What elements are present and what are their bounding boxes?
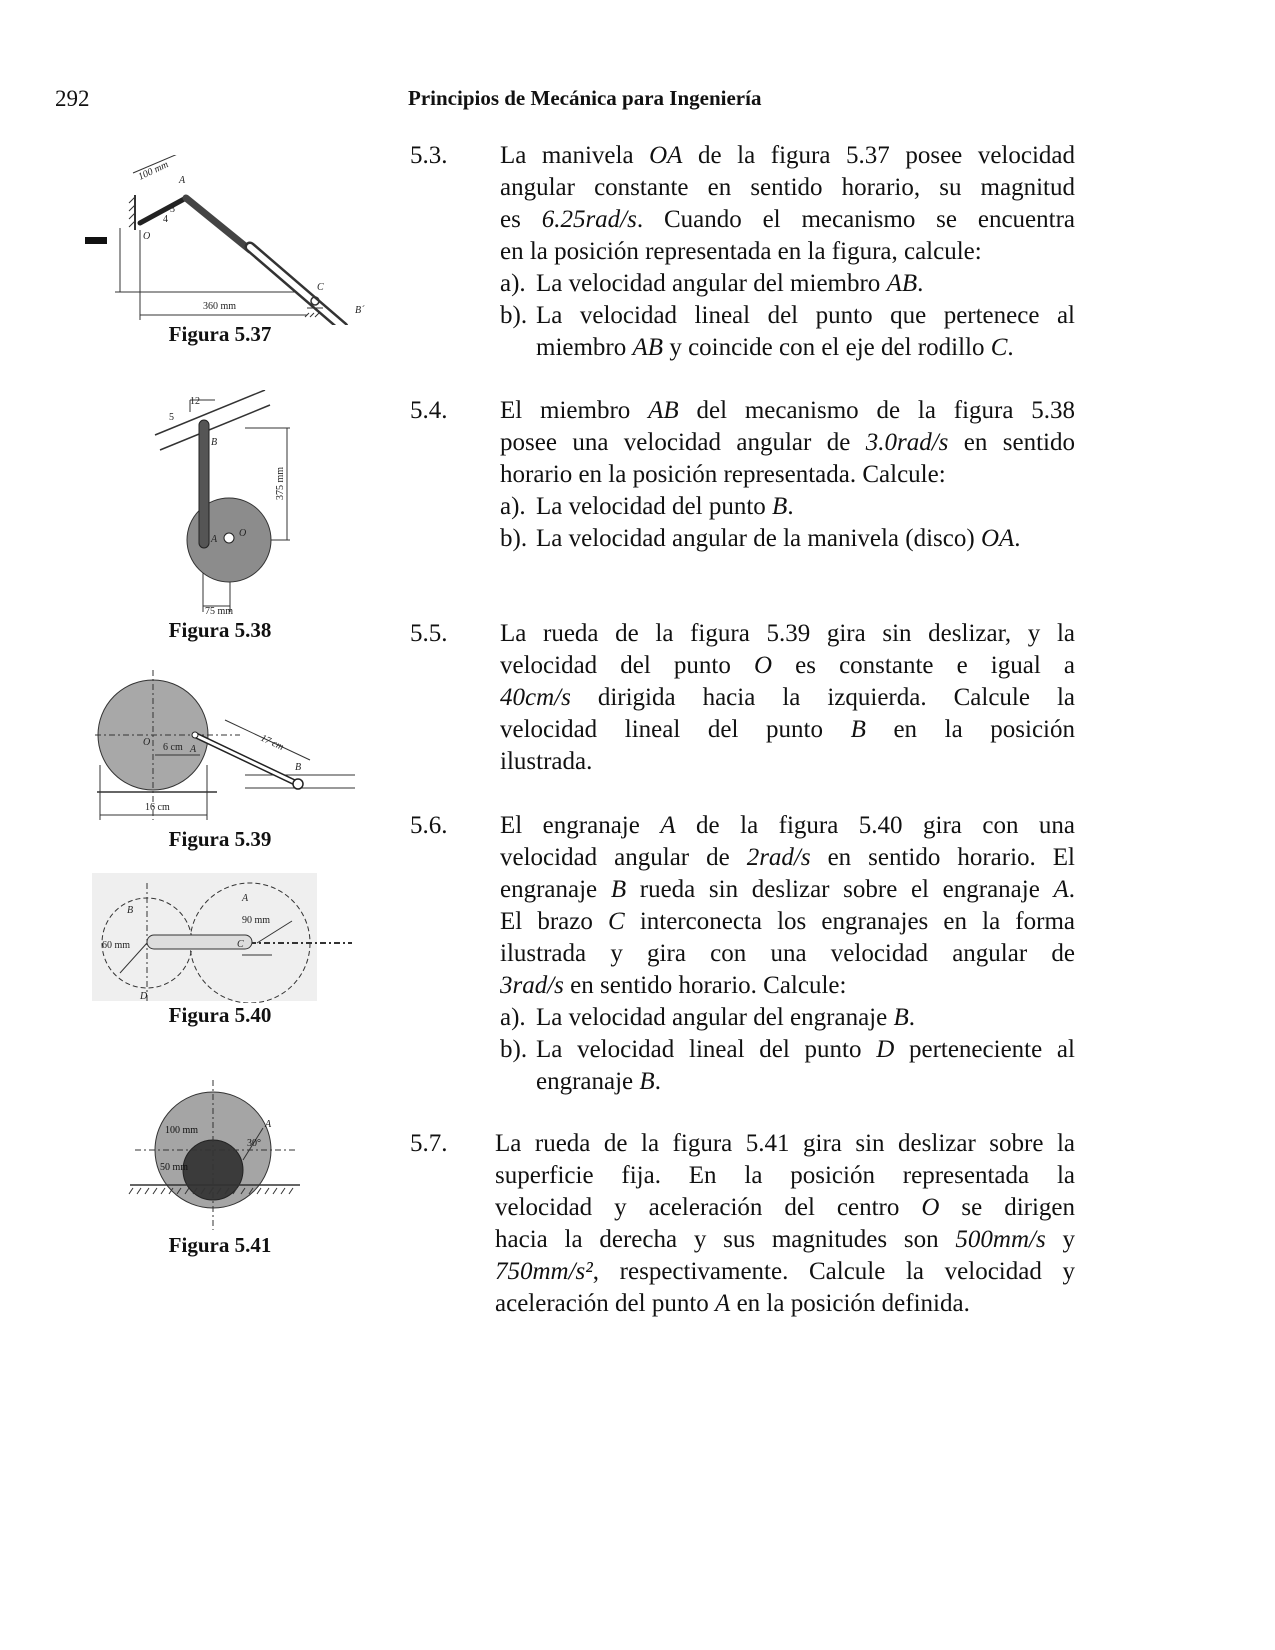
caption-figure-5-39: Figura 5.39 [168, 827, 272, 851]
dim-17cm-label: 17 cm [258, 732, 286, 753]
problem-text-line: 40cm/s dirigida hacia la izquierda. Calcule la [500, 684, 1075, 711]
figure-5-37 [85, 155, 375, 325]
point-A-label: A [190, 744, 197, 755]
point-O-label: O [143, 231, 151, 242]
figure-5-38 [145, 390, 305, 615]
problem-text-line: superficie fija. En la posición representada la [495, 1162, 1075, 1189]
point-B-label: B [211, 437, 218, 448]
dim-360mm-label: 360 mm [203, 301, 237, 312]
problem-text-line: posee una velocidad angular de 3.0rad/s en sentido [500, 429, 1075, 456]
problem-text-line: La rueda de la figura 5.41 gira sin deslizar sobre la [495, 1130, 1075, 1157]
dim-75mm-label: 75 mm [205, 606, 234, 615]
problem-5-7 [410, 1128, 1075, 1328]
point-A-label: A [265, 1119, 272, 1130]
dim-100mm-label: 100 mm [136, 159, 171, 183]
problem-text-line: La rueda de la figura 5.39 gira sin deslizar, y la [500, 620, 1075, 647]
planetary-gear-diagram [92, 873, 352, 1003]
dim-375mm-label: 375 mm [275, 466, 286, 500]
point-A-label: A [211, 534, 218, 545]
figure-5-40 [92, 873, 352, 1003]
slope-run-label: 12 [190, 396, 200, 407]
problem-number: 5.7. [410, 1130, 448, 1157]
caption-figure-5-41: Figura 5.41 [168, 1233, 272, 1257]
problem-number: 5.4. [410, 397, 448, 424]
subquestion-a: a). La velocidad angular del engranaje B. [500, 1004, 915, 1031]
problem-number: 5.6. [410, 812, 448, 839]
problem-text-line: aceleración del punto A en la posición definida. [495, 1290, 970, 1317]
problem-text-line: La manivela OA de la figura 5.37 posee velocidad [500, 142, 1075, 169]
point-B-label: B [295, 762, 302, 773]
problem-text-line: angular constante en sentido horario, su magnitud [500, 174, 1075, 201]
problem-text-line: velocidad angular de 2rad/s en sentido horario. El [500, 844, 1075, 871]
point-B-label: B´ [355, 305, 365, 316]
subquestion-b: b). La velocidad lineal del punto D perteneciente al engranaje B. [500, 1036, 1075, 1095]
slope-rise-label: 3 [170, 204, 175, 215]
page-number: 292 [55, 86, 90, 111]
point-A-label: A [179, 175, 186, 186]
dim-50mm-label: 50 mm [160, 1162, 189, 1173]
angle-30deg-label: 30° [247, 1138, 261, 1149]
subquestion-b: b). La velocidad lineal del punto que pertenece al miembro AB y coincide con el eje del rodillo C. [500, 302, 1075, 361]
crank-slider-diagram [85, 155, 375, 325]
problem-text-line: El miembro AB del mecanismo de la figura 5.38 [500, 397, 1075, 424]
subquestion-a: a). La velocidad del punto B. [500, 493, 794, 520]
caption-figure-5-38: Figura 5.38 [168, 618, 272, 642]
problem-text-line: El engranaje A de la figura 5.40 gira con una [500, 812, 1076, 839]
dim-6cm-label: 6 cm [163, 742, 183, 753]
problem-text-line: 750mm/s², respectivamente. Calcule la velocidad y [495, 1258, 1075, 1285]
problem-text-line: horario en la posición representada. Calcule: [500, 461, 946, 488]
gear-B-label: B [127, 905, 134, 916]
problem-5-3 [410, 140, 1075, 370]
dim-90mm-label: 90 mm [242, 915, 271, 926]
stepped-wheel-diagram [125, 1080, 310, 1230]
problem-number: 5.3. [410, 142, 448, 169]
problem-text-line: hacia la derecha y sus magnitudes son 500mm/s y [495, 1226, 1076, 1253]
problem-5-6 [410, 810, 1075, 1100]
link-disc-diagram [145, 390, 305, 615]
problem-number: 5.5. [410, 620, 448, 647]
slope-rise-label: 5 [169, 412, 174, 423]
problem-text-line: velocidad del punto O es constante e igual a [500, 652, 1075, 679]
gear-A-label: A [242, 893, 249, 904]
figure-5-41 [125, 1080, 310, 1230]
arm-C-label: C [237, 939, 244, 950]
rolling-wheel-linkage-diagram [95, 670, 355, 825]
point-O-label: O [239, 528, 247, 539]
caption-figure-5-37: Figura 5.37 [168, 322, 272, 346]
problem-5-5 [410, 618, 1075, 788]
slope-run-label: 4 [163, 214, 168, 225]
figure-5-39 [95, 670, 355, 825]
problem-text-line: engranaje B rueda sin deslizar sobre el engranaje A. [500, 876, 1075, 903]
problem-text-line: 3rad/s en sentido horario. Calcule: [500, 972, 847, 999]
dim-100mm-label: 100 mm [165, 1125, 199, 1136]
dim-16cm-label: 16 cm [145, 802, 170, 813]
point-C-label: C [317, 282, 324, 293]
problem-text-line: ilustrada y gira con una velocidad angular de [500, 940, 1075, 967]
point-D-label: D [140, 991, 148, 1002]
subquestion-a: a). La velocidad angular del miembro AB. [500, 270, 924, 297]
caption-figure-5-40: Figura 5.40 [168, 1003, 272, 1027]
problem-text-line: en la posición representada en la figura, calcule: [500, 238, 982, 265]
problem-text-line: velocidad y aceleración del centro O se dirigen [495, 1194, 1076, 1221]
problem-5-4 [410, 395, 1075, 595]
running-title: Principios de Mecánica para Ingeniería [408, 86, 762, 110]
point-O-label: O [143, 737, 151, 748]
dim-60mm-label: 60 mm [102, 940, 131, 951]
problem-text-line: velocidad lineal del punto B en la posición [500, 716, 1075, 743]
subquestion-b: b). La velocidad angular de la manivela (disco) OA. [500, 525, 1021, 552]
problem-text-line: ilustrada. [500, 748, 593, 775]
problem-text-line: El brazo C interconecta los engranajes en la forma [500, 908, 1075, 935]
problem-text-line: es 6.25rad/s. Cuando el mecanismo se encuentra [500, 206, 1076, 233]
